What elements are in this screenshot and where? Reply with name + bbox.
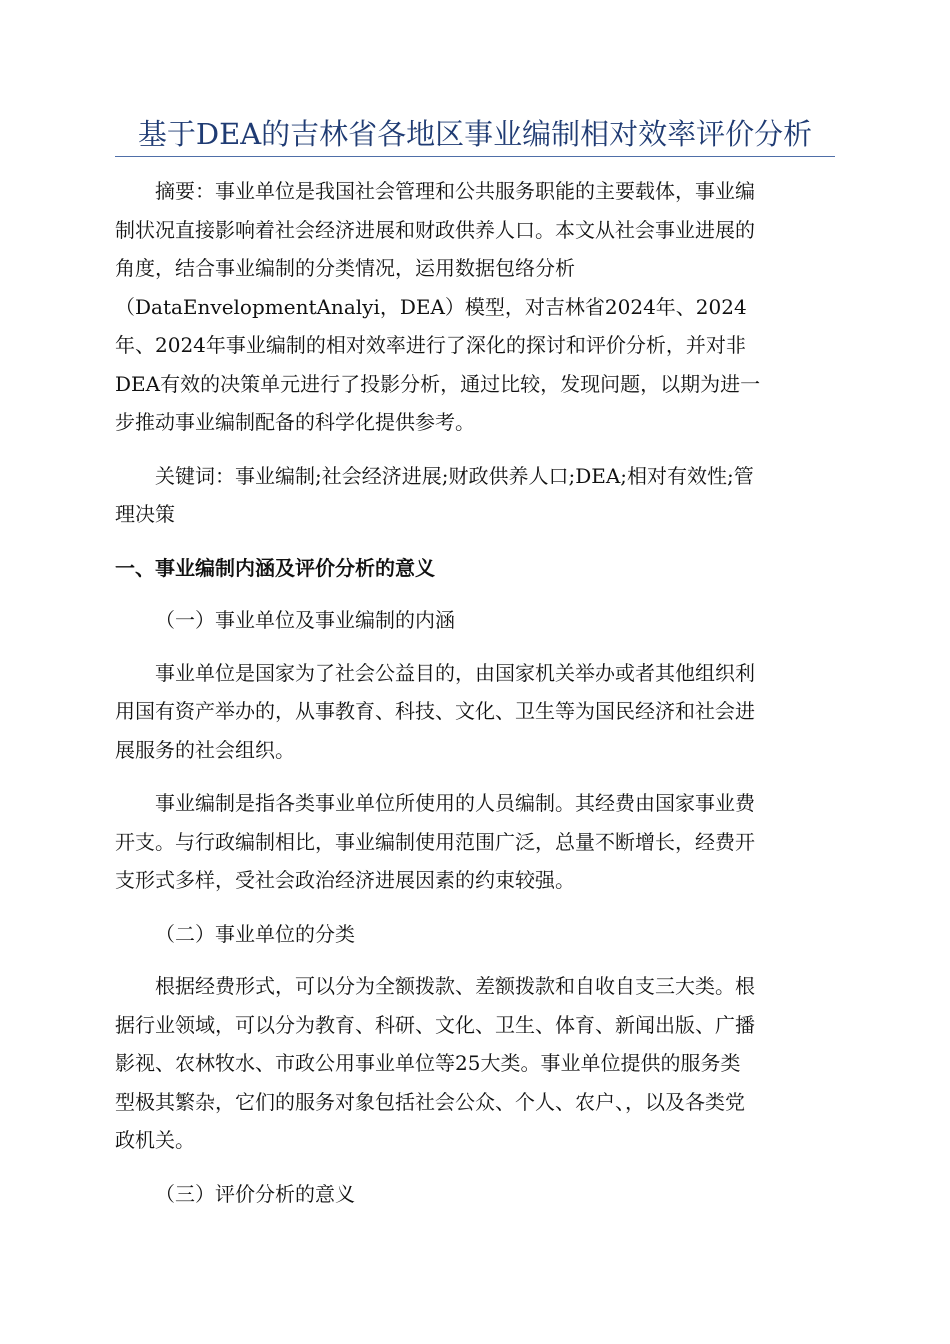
document-body (115, 172, 835, 1227)
body-paragraph (115, 967, 835, 1160)
paragraph-line: 根据经费形式，可以分为全额拨款、差额拨款和自收自支三大类。根 (155, 974, 755, 998)
subsection-heading: （三）评价分析的意义 (155, 1181, 355, 1206)
keywords-line: 理决策 (115, 502, 175, 526)
keywords-paragraph (115, 457, 835, 534)
paragraph-line: 展服务的社会组织。 (115, 737, 295, 762)
paragraph-line: 开支。与行政编制相比，事业编制使用范围广泛，总量不断增长，经费开 (115, 829, 755, 854)
paragraph-line: 影视、农林牧水、市政公用事业单位等25大类。事业单位提供的服务类 (115, 1051, 741, 1075)
abstract-line: 年、2024年事业编制的相对效率进行了深化的探讨和评价分析，并对非 (115, 333, 746, 357)
abstract-line: （DataEnvelopmentAnalyi，DEA）模型，对吉林省2024年、2024 (115, 294, 747, 319)
abstract-line: 角度，结合事业编制的分类情况，运用数据包络分析 (115, 256, 575, 280)
subsection-heading: （一）事业单位及事业编制的内涵 (155, 608, 455, 632)
keywords-line: 关键词：事业编制;社会经济进展;财政供养人口;DEA;相对有效性;管 (155, 463, 754, 488)
paragraph-line: 型极其繁杂，它们的服务对象包括社会公众、个人、农户、，以及各类党 (115, 1089, 745, 1114)
paragraph-line: 事业单位是国家为了社会公益目的，由国家机关举办或者其他组织利 (155, 660, 755, 685)
paragraph-line: 支形式多样，受社会政治经济进展因素的约束较强。 (115, 868, 575, 892)
paragraph-line: 用国有资产举办的，从事教育、科技、文化、卫生等为国民经济和社会进 (115, 699, 755, 723)
body-paragraph (115, 654, 835, 770)
abstract-line: 摘要：事业单位是我国社会管理和公共服务职能的主要载体，事业编 (155, 179, 755, 203)
paragraph-line: 政机关。 (115, 1128, 195, 1152)
abstract-line: DEA有效的决策单元进行了投影分析，通过比较，发现问题，以期为进一 (115, 371, 761, 396)
abstract-line: 步推动事业编制配备的科学化提供参考。 (115, 410, 475, 434)
body-paragraph (115, 784, 835, 900)
document-title: 基于DEA的吉林省各地区事业编制相对效率评价分析 (115, 112, 835, 157)
abstract-line: 制状况直接影响着社会经济进展和财政供养人口。本文从社会事业进展的 (115, 217, 755, 242)
abstract-paragraph (115, 172, 835, 442)
section-heading: 一、事业编制内涵及评价分析的意义 (115, 555, 435, 580)
paragraph-line: 事业编制是指各类事业单位所使用的人员编制。其经费由国家事业费 (155, 791, 755, 815)
subsection-heading: （二）事业单位的分类 (155, 921, 355, 946)
paragraph-line: 据行业领域，可以分为教育、科研、文化、卫生、体育、新闻出版、广播 (115, 1012, 755, 1037)
